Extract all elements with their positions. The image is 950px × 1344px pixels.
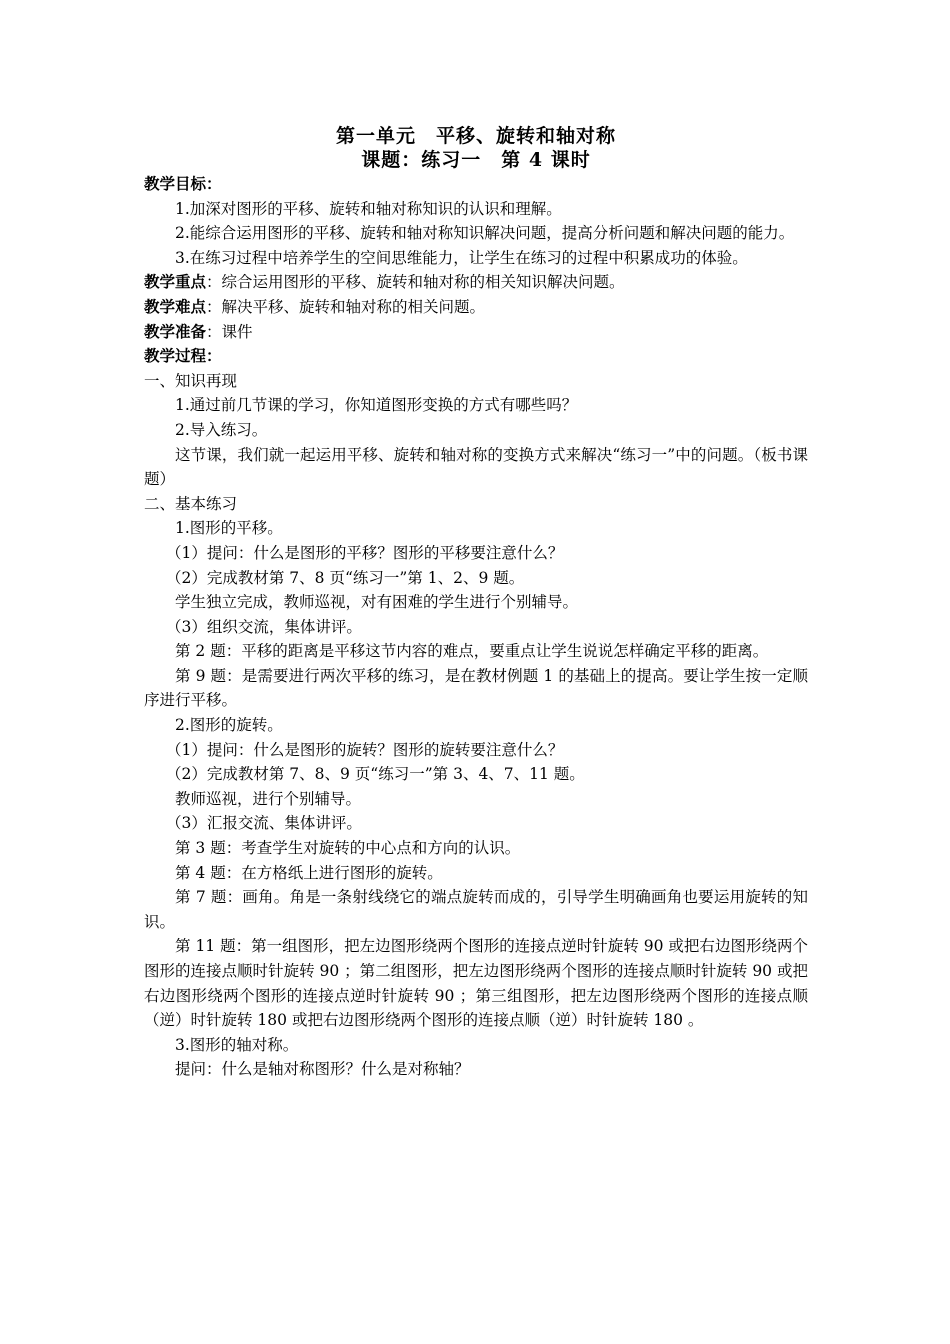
rotation-tutoring: 教师巡视，进行个别辅导。 — [175, 789, 362, 808]
translation-q9: 第 9 题：是需要进行两次平移的练习，是在教材例题 1 的基础上的提高。要让学生按一定顺序进行平移。 — [144, 666, 808, 710]
translation-question: （1）提问：什么是图形的平移？图形的平移要注意什么？ — [166, 543, 564, 562]
objectives-label: 教学目标： — [144, 174, 222, 193]
symmetry-heading: 3.图形的轴对称。 — [175, 1035, 299, 1054]
rotation-q3: 第 3 题：考查学生对旋转的中心点和方向的认识。 — [175, 839, 521, 858]
rotation-q11: 第 11 题：第一组图形，把左边图形绕两个图形的连接点逆时针旋转 90 或把右边图形绕两个图形的连接点顺时针旋转 90 ；第二组图形，把左边图形绕两个图形的连接点顺时针旋转 90 或把右边图形绕两个图形的连接点逆时针旋转 90 ；第三组图形，把左边图形绕两个图形的连接点顺（逆）时针旋转 180 或把右边图形绕两个图形的连接点顺（逆）时针旋转 180 。 — [144, 937, 808, 1030]
preparation-text: ：课件 — [206, 322, 253, 341]
unit-title: 第一单元 平移、旋转和轴对称 — [335, 125, 616, 147]
objective-2: 2.能综合运用图形的平移、旋转和轴对称知识解决问题，提高分析问题和解决问题的能力。 — [175, 224, 795, 243]
preparation — [144, 320, 808, 345]
section-1-item-1: 1.通过前几节课的学习，你知道图形变换的方式有哪些吗？ — [175, 396, 578, 415]
lesson-title: 课题：练习一 第 4 课时 — [361, 149, 591, 171]
preparation-label: 教学准备 — [144, 321, 207, 341]
translation-exercise: （2）完成教材第 7、8 页“练习一”第 1、2、9 题。 — [166, 568, 525, 587]
rotation-review: （3）汇报交流、集体讲评。 — [166, 814, 362, 833]
section-1-item-3: 这节课，我们就一起运用平移、旋转和轴对称的变换方式来解决“练习一”中的问题。（板书课题） — [144, 445, 808, 489]
translation-tutoring: 学生独立完成，教师巡视，对有困难的学生进行个别辅导。 — [175, 593, 579, 612]
section-1-item-2: 2.导入练习。 — [175, 420, 268, 439]
symmetry-question: 提问：什么是轴对称图形？什么是对称轴？ — [175, 1060, 470, 1079]
key-point-label: 教学重点 — [144, 272, 207, 292]
translation-review: （3）组织交流，集体讲评。 — [166, 617, 362, 636]
objective-3: 3.在练习过程中培养学生的空间思维能力，让学生在练习的过程中积累成功的体验。 — [175, 248, 748, 267]
lesson-plan-page — [144, 124, 808, 1082]
process-label: 教学过程： — [144, 346, 222, 366]
rotation-q4: 第 4 题：在方格纸上进行图形的旋转。 — [175, 863, 443, 882]
objective-1: 1.加深对图形的平移、旋转和轴对称知识的认识和理解。 — [175, 199, 562, 218]
rotation-question: （1）提问：什么是图形的旋转？图形的旋转要注意什么？ — [166, 740, 564, 759]
difficult-point-text: ：解决平移、旋转和轴对称的相关问题。 — [206, 297, 486, 316]
translation-q2: 第 2 题：平移的距离是平移这节内容的难点，要重点让学生说说怎样确定平移的距离。 — [175, 642, 769, 661]
rotation-q7: 第 7 题：画角。角是一条射线绕它的端点旋转而成的，引导学生明确画角也要运用旋转的知识。 — [144, 888, 808, 931]
key-point — [144, 270, 808, 295]
section-1-heading: 一、知识再现 — [144, 371, 238, 390]
key-point-text: ：综合运用图形的平移、旋转和轴对称的相关知识解决问题。 — [206, 273, 625, 292]
rotation-heading: 2.图形的旋转。 — [175, 716, 283, 735]
difficult-point-label: 教学难点 — [144, 296, 207, 316]
section-2-heading: 二、基本练习 — [144, 494, 238, 513]
rotation-exercise: （2）完成教材第 7、8、9 页“练习一”第 3、4、7、11 题。 — [166, 765, 585, 784]
translation-heading: 1.图形的平移。 — [175, 519, 283, 538]
difficult-point — [144, 295, 808, 320]
